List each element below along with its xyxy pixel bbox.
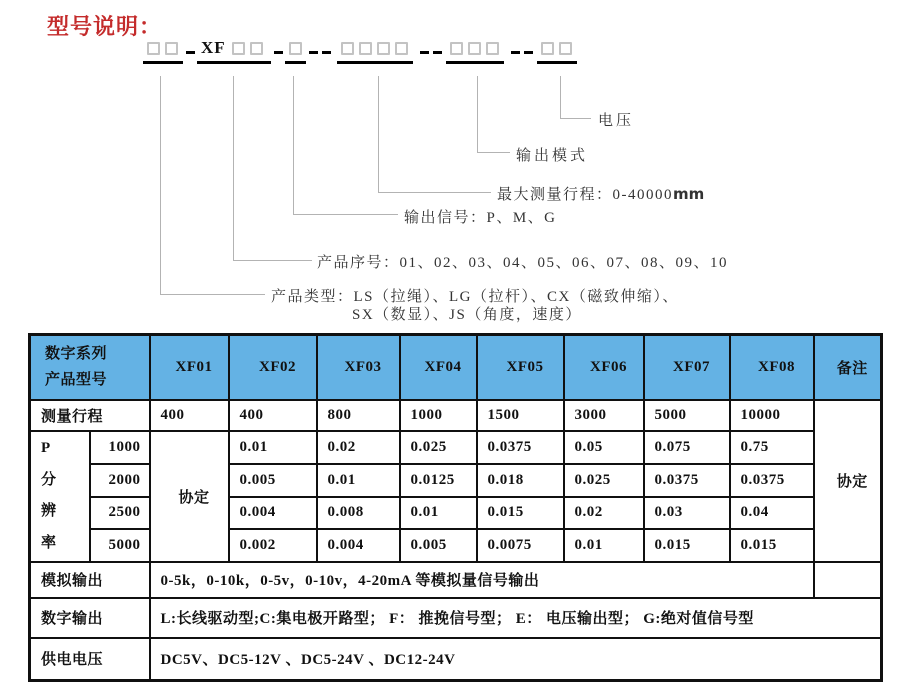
table-cell: 0.008 bbox=[317, 497, 400, 529]
row-label-power: 供电电压 bbox=[30, 638, 150, 681]
table-cell: 800 bbox=[317, 400, 400, 431]
digit-box bbox=[395, 42, 408, 55]
row-label-travel: 测量行程 bbox=[30, 400, 150, 431]
dash-separator bbox=[186, 51, 195, 54]
header-xf02: XF02 bbox=[229, 335, 317, 400]
label-product-type-line1: 产品类型：LS（拉绳）、LG（拉杆）、CX（磁致伸缩）、 bbox=[271, 289, 679, 305]
table-cell: 5000 bbox=[644, 400, 730, 431]
digital-value: L:长线驱动型;C:集电极开路型； F： 推挽信号型； E： 电压输出型； G:绝对值信号型 bbox=[150, 598, 882, 638]
res-value: 2500 bbox=[90, 497, 150, 529]
model-group-product-type bbox=[143, 40, 183, 64]
header-xf04: XF04 bbox=[400, 335, 477, 400]
res-label-char: 率 bbox=[41, 535, 57, 552]
model-group-signal bbox=[285, 40, 306, 64]
digit-box bbox=[468, 42, 481, 55]
connector-voltage bbox=[560, 76, 591, 119]
table-cell: 0.004 bbox=[229, 497, 317, 529]
table-cell: 400 bbox=[229, 400, 317, 431]
table-cell: 0.025 bbox=[564, 464, 644, 497]
digit-box bbox=[232, 42, 245, 55]
table-header-row bbox=[30, 335, 882, 400]
table-cell: 0.002 bbox=[229, 529, 317, 562]
spec-table bbox=[28, 333, 883, 682]
table-cell: 1000 bbox=[400, 400, 477, 431]
model-group-output-mode bbox=[446, 40, 504, 64]
table-row-power bbox=[30, 638, 882, 681]
digit-box bbox=[450, 42, 463, 55]
res-label-char: 辨 bbox=[41, 503, 57, 520]
res-label-char: P bbox=[41, 439, 51, 456]
table-cell: 0.04 bbox=[730, 497, 814, 529]
header-xf08: XF08 bbox=[730, 335, 814, 400]
dash-separator bbox=[420, 51, 429, 54]
table-cell: 400 bbox=[150, 400, 229, 431]
label-product-type-line2: SX（数显）、JS（角度，速度） bbox=[352, 307, 582, 323]
table-cell: 0.02 bbox=[564, 497, 644, 529]
table-cell: 0.015 bbox=[730, 529, 814, 562]
table-cell: 0.0125 bbox=[400, 464, 477, 497]
digit-box bbox=[250, 42, 263, 55]
table-cell: 0.01 bbox=[229, 431, 317, 464]
table-cell: 1500 bbox=[477, 400, 564, 431]
remark-merged-cell: 协定 bbox=[814, 400, 882, 562]
header-xf06: XF06 bbox=[564, 335, 644, 400]
row-label-analog: 模拟输出 bbox=[30, 562, 150, 598]
model-group-travel bbox=[337, 40, 413, 64]
table-cell: 0.01 bbox=[317, 464, 400, 497]
xf01-merged-cell: 协定 bbox=[150, 431, 229, 562]
analog-value: 0-5k，0-10k，0-5v，0-10v，4-20mA 等模拟量信号输出 bbox=[150, 562, 814, 598]
connector-product-type bbox=[160, 76, 265, 295]
dash-separator bbox=[433, 51, 442, 54]
dash-separator bbox=[524, 51, 533, 54]
remark-empty-cell bbox=[814, 562, 882, 598]
table-row-digital bbox=[30, 598, 882, 638]
header-line1: 数字系列 bbox=[45, 346, 108, 363]
label-voltage: 电压 bbox=[598, 113, 635, 129]
res-label-char: 分 bbox=[41, 471, 57, 488]
table-cell: 0.004 bbox=[317, 529, 400, 562]
table-cell: 0.02 bbox=[317, 431, 400, 464]
header-xf05: XF05 bbox=[477, 335, 564, 400]
table-cell: 10000 bbox=[730, 400, 814, 431]
table-cell: 0.0075 bbox=[477, 529, 564, 562]
header-xf07: XF07 bbox=[644, 335, 730, 400]
label-product-serial: 产品序号：01、02、03、04、05、06、07、08、09、10 bbox=[317, 255, 729, 271]
digit-box bbox=[341, 42, 354, 55]
digit-box bbox=[165, 42, 178, 55]
model-prefix: XF bbox=[201, 38, 226, 57]
digit-box bbox=[541, 42, 554, 55]
row-label-digital: 数字输出 bbox=[30, 598, 150, 638]
dash-separator bbox=[322, 51, 331, 54]
table-cell: 0.0375 bbox=[644, 464, 730, 497]
table-cell: 0.025 bbox=[400, 431, 477, 464]
table-cell: 0.005 bbox=[400, 529, 477, 562]
page-title: 型号说明： bbox=[47, 14, 163, 39]
header-line2: 产品型号 bbox=[45, 372, 108, 389]
digit-box bbox=[147, 42, 160, 55]
model-group-voltage bbox=[537, 40, 577, 64]
unit-mm: mm bbox=[673, 185, 705, 203]
table-cell: 0.0375 bbox=[477, 431, 564, 464]
dash-separator bbox=[309, 51, 318, 54]
header-series-model bbox=[30, 335, 150, 400]
table-cell: 0.03 bbox=[644, 497, 730, 529]
digit-box bbox=[359, 42, 372, 55]
res-value: 1000 bbox=[90, 431, 150, 464]
label-output-signal: 输出信号：P、M、G bbox=[404, 210, 557, 226]
table-cell: 0.005 bbox=[229, 464, 317, 497]
label-output-mode: 输出模式 bbox=[516, 148, 589, 164]
table-cell: 0.05 bbox=[564, 431, 644, 464]
header-xf03: XF03 bbox=[317, 335, 400, 400]
table-cell: 0.01 bbox=[400, 497, 477, 529]
digit-box bbox=[486, 42, 499, 55]
digit-box bbox=[559, 42, 572, 55]
model-group-serial bbox=[197, 40, 271, 64]
table-cell: 0.01 bbox=[564, 529, 644, 562]
table-cell: 0.018 bbox=[477, 464, 564, 497]
power-value: DC5V、DC5-12V 、DC5-24V 、DC12-24V bbox=[150, 638, 882, 681]
table-row-travel bbox=[30, 400, 882, 431]
table-cell: 0.015 bbox=[644, 529, 730, 562]
row-label-resolution bbox=[30, 431, 90, 562]
table-row-analog bbox=[30, 562, 882, 598]
res-value: 5000 bbox=[90, 529, 150, 562]
digit-box bbox=[377, 42, 390, 55]
label-max-travel: 最大测量行程：0-40000mm bbox=[497, 185, 705, 203]
digit-box bbox=[289, 42, 302, 55]
table-cell: 0.075 bbox=[644, 431, 730, 464]
table-cell: 0.0375 bbox=[730, 464, 814, 497]
header-remark: 备注 bbox=[814, 335, 882, 400]
res-value: 2000 bbox=[90, 464, 150, 497]
table-cell: 0.75 bbox=[730, 431, 814, 464]
table-cell: 3000 bbox=[564, 400, 644, 431]
table-cell: 0.015 bbox=[477, 497, 564, 529]
table-row-res-1000 bbox=[30, 431, 882, 464]
header-xf01: XF01 bbox=[150, 335, 229, 400]
dash-separator bbox=[274, 51, 283, 54]
dash-separator bbox=[511, 51, 520, 54]
